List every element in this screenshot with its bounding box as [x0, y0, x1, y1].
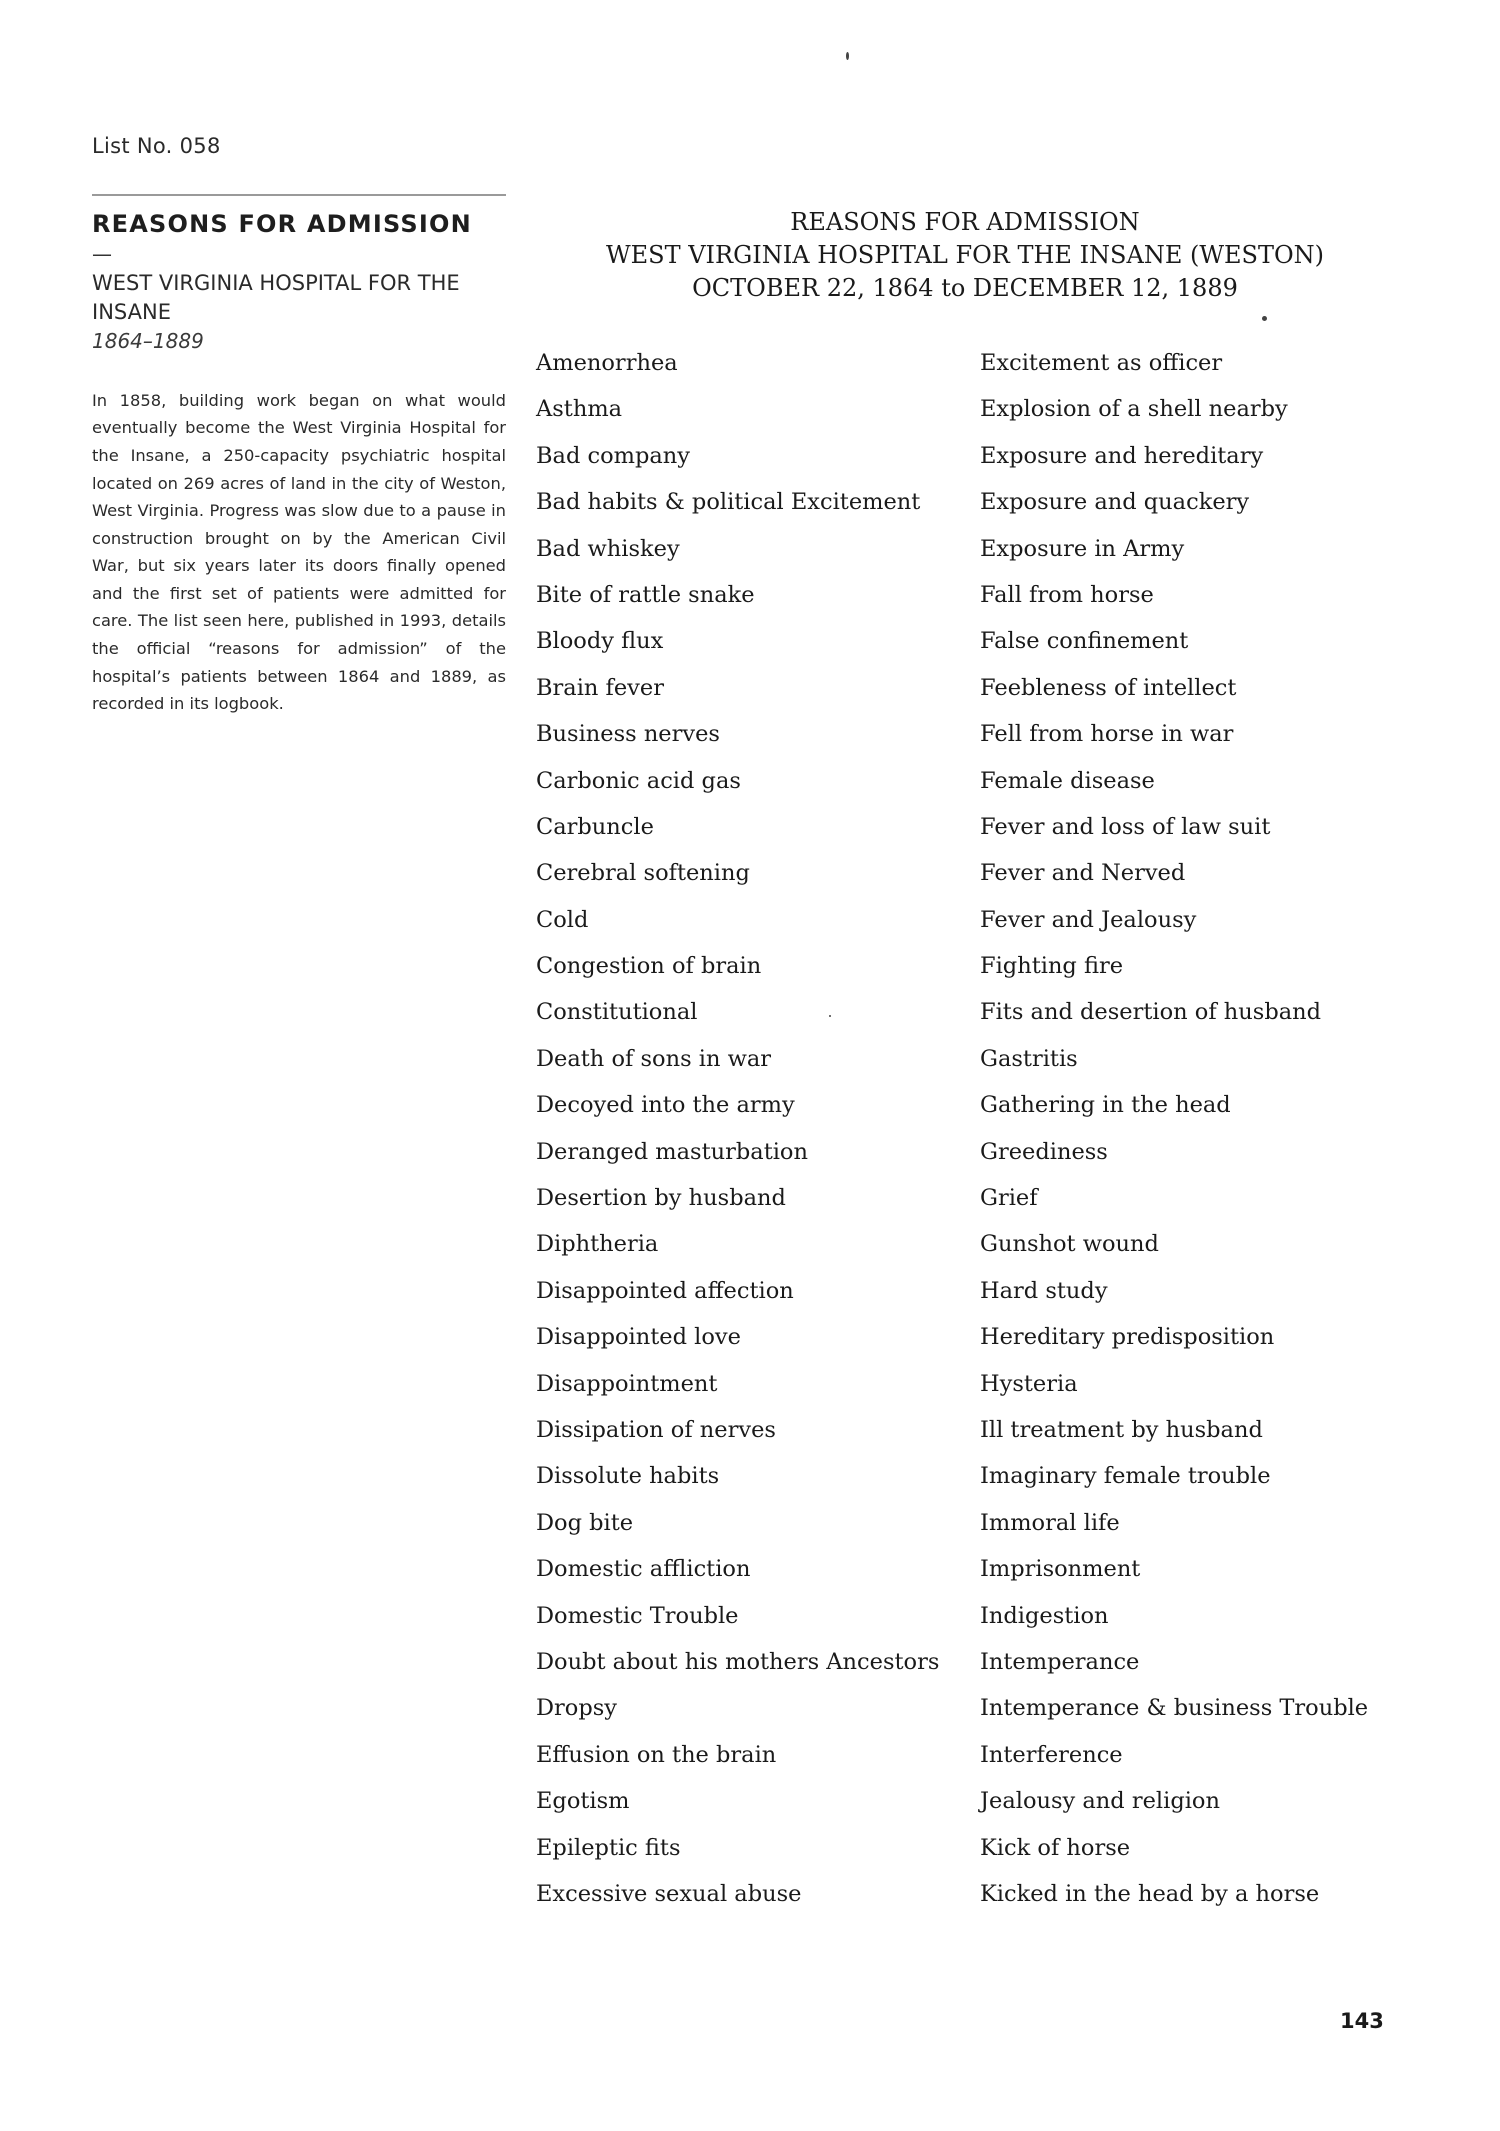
page-number: 143	[1340, 2009, 1384, 2033]
sidebar-dash: —	[92, 241, 112, 266]
reason-item: Bad whiskey	[536, 535, 680, 562]
sidebar-rule	[92, 194, 506, 196]
reason-item: Exposure in Army	[980, 535, 1185, 562]
reason-item: Bloody flux	[536, 628, 664, 655]
reason-item: Desertion by husband	[536, 1185, 786, 1212]
scan-speck	[1262, 316, 1267, 321]
sidebar-description: In 1858, building work began on what would eventually become the West Virginia Hospital for the Insane, a 250-capacity psychiatric hospital located on 269 acres of land in the city of Weston, West Virginia. Progress was slow due to a pause in construction brought on by the American Civil War, but six years later its doors finally opened and the first set of patients were admitted for care. The list seen here, published in 1993, details the official “reasons for admission” of the hospital’s patients between 1864 and 1889, as recorded in its logbook.	[92, 390, 506, 714]
reason-item: Congestion of brain	[536, 953, 762, 980]
reason-item: Death of sons in war	[536, 1045, 772, 1072]
reasons-column-left	[536, 340, 976, 1917]
reason-item: Excitement as officer	[980, 350, 1223, 376]
reason-item: Female disease	[980, 767, 1155, 794]
reason-item: Intemperance & business Trouble	[980, 1695, 1369, 1722]
reason-item: Carbonic acid gas	[536, 767, 741, 794]
reason-item: Greediness	[980, 1138, 1108, 1165]
sidebar-subtitle: WEST VIRGINIA HOSPITAL FOR THE INSANE	[92, 270, 460, 324]
reason-item: Ill treatment by husband	[980, 1416, 1263, 1443]
list-number: List No. 058	[92, 134, 221, 158]
reason-item: Bad company	[536, 442, 691, 469]
reason-item: Hard study	[980, 1277, 1108, 1304]
scan-speck	[829, 1015, 831, 1017]
reason-item: Egotism	[536, 1788, 630, 1815]
reason-item: Exposure and hereditary	[980, 442, 1264, 469]
reason-item: Excessive sexual abuse	[536, 1880, 802, 1907]
reason-item: Interference	[980, 1741, 1123, 1768]
reason-item: False confinement	[980, 628, 1189, 655]
reason-item: Explosion of a shell nearby	[980, 396, 1288, 423]
scan-speck	[846, 52, 849, 60]
list-header	[540, 206, 1390, 305]
reason-item: Feebleness of intellect	[980, 674, 1237, 701]
reason-item: Fall from horse	[980, 581, 1154, 608]
sidebar-dates: 1864–1889	[92, 328, 204, 353]
reason-item: Fighting fire	[980, 953, 1124, 980]
sidebar	[92, 194, 506, 718]
reason-item: Fits and desertion of husband	[980, 999, 1322, 1026]
reason-item: Disappointed love	[536, 1324, 741, 1351]
reason-item: Effusion on the brain	[536, 1741, 777, 1768]
header-hospital: WEST VIRGINIA HOSPITAL FOR THE INSANE (WESTON)	[605, 241, 1325, 269]
reason-item: Jealousy and religion	[980, 1788, 1220, 1815]
reason-item: Doubt about his mothers Ancestors	[536, 1648, 940, 1675]
reason-item: Fell from horse in war	[980, 721, 1234, 748]
reason-item: Gastritis	[980, 1045, 1078, 1072]
reason-item: Deranged masturbation	[536, 1138, 808, 1165]
reasons-column-right	[980, 340, 1400, 1917]
reason-item: Dog bite	[536, 1509, 634, 1536]
reason-item: Dissipation of nerves	[536, 1416, 776, 1443]
reason-item: Decoyed into the army	[536, 1092, 795, 1119]
reason-item: Indigestion	[980, 1602, 1109, 1629]
sidebar-title: REASONS FOR ADMISSION	[92, 210, 472, 238]
reason-item: Epileptic fits	[536, 1834, 681, 1861]
header-title: REASONS FOR ADMISSION	[790, 208, 1140, 236]
reason-item: Imprisonment	[980, 1556, 1141, 1583]
reason-item: Domestic Trouble	[536, 1602, 739, 1629]
reason-item: Fever and Nerved	[980, 860, 1186, 887]
reason-item: Fever and loss of law suit	[980, 813, 1271, 840]
reason-item: Dissolute habits	[536, 1463, 720, 1490]
reason-item: Exposure and quackery	[980, 489, 1250, 516]
reason-item: Cerebral softening	[536, 860, 750, 887]
reason-item: Bad habits & political Excitement	[536, 489, 921, 516]
reason-item: Amenorrhea	[536, 350, 678, 376]
reason-item: Gunshot wound	[980, 1231, 1159, 1258]
reason-item: Fever and Jealousy	[980, 906, 1197, 933]
reason-item: Bite of rattle snake	[536, 581, 755, 608]
reason-item: Business nerves	[536, 721, 720, 748]
reason-item: Intemperance	[980, 1648, 1140, 1675]
header-dates: OCTOBER 22, 1864 to DECEMBER 12, 1889	[692, 274, 1238, 302]
reason-item: Disappointed affection	[536, 1277, 794, 1304]
reason-item: Asthma	[536, 396, 623, 423]
reason-item: Hysteria	[980, 1370, 1078, 1397]
reason-item: Diphtheria	[536, 1231, 659, 1258]
reason-item: Kick of horse	[980, 1834, 1131, 1861]
reason-item: Imaginary female trouble	[980, 1463, 1271, 1490]
reason-item: Gathering in the head	[980, 1092, 1231, 1119]
reason-item: Carbuncle	[536, 813, 654, 840]
reason-item: Hereditary predisposition	[980, 1324, 1275, 1351]
reason-item: Disappointment	[536, 1370, 718, 1397]
reason-item: Cold	[536, 906, 589, 933]
reason-item: Domestic affliction	[536, 1556, 751, 1583]
reason-item: Immoral life	[980, 1509, 1120, 1536]
reason-item: Kicked in the head by a horse	[980, 1880, 1320, 1907]
reason-item: Brain fever	[536, 674, 664, 701]
reason-item: Dropsy	[536, 1695, 618, 1722]
reason-item: Constitutional	[536, 999, 698, 1026]
reason-item: Grief	[980, 1185, 1038, 1212]
